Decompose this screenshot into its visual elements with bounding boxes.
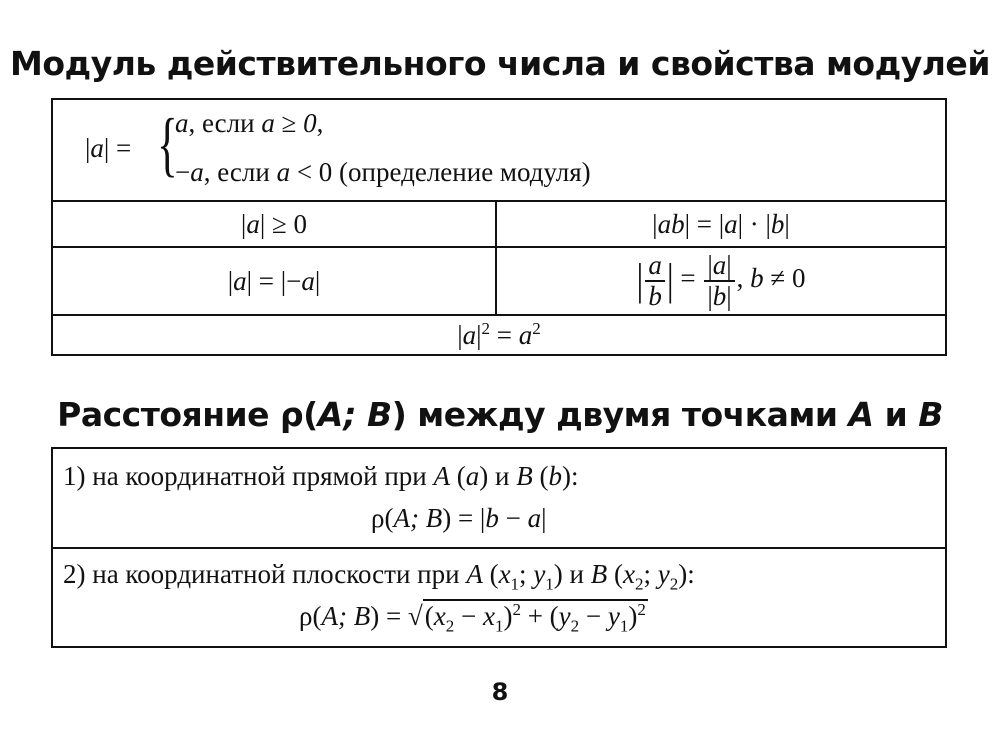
property-square: $|a|^2 = a^2$ — [457, 318, 541, 350]
definition-lhs: |a| = — [85, 133, 132, 163]
row-divider — [53, 547, 945, 549]
section-title-modulus: Модуль действительного числа и свойства модулей — [10, 44, 990, 83]
property-nonnegative: |a| ≥ 0 — [240, 208, 308, 239]
property-symmetric: |a| = |−a| — [227, 265, 321, 296]
distance-table — [51, 447, 947, 648]
item1-formula: ρ(A; B) = |b − a| — [371, 503, 547, 533]
item2-formula: ρ(A; $B) = √(x_2 - x_1)^2 + (y_2 - y_1)^2$ — [299, 600, 646, 636]
section-title-distance: Расстояние ρ(A; B) между двумя точками A и B — [57, 395, 943, 434]
definition-case-negative: −a, если a < 0 (определение модуля) — [175, 157, 591, 187]
property-quotient: | $\frac{a}{b}$ | = $\frac{|a|}{|b|}$ , b ≠ 0 — [636, 250, 806, 311]
curly-brace: { — [157, 104, 178, 184]
property-product: |ab| = |a| · |b| — [652, 208, 790, 239]
modulus-properties-table — [51, 98, 947, 356]
item1-label: 1) на координатной прямой при A (a) и B (b): — [63, 461, 579, 491]
definition-case-positive: a, если a ≥ 0, — [175, 108, 324, 138]
page-number: 8 — [491, 678, 509, 706]
item2-label: 2) на координатной плоскости при A ($x_1$; $y_1$) и B ($x_2$; $y_2$): — [63, 559, 695, 594]
